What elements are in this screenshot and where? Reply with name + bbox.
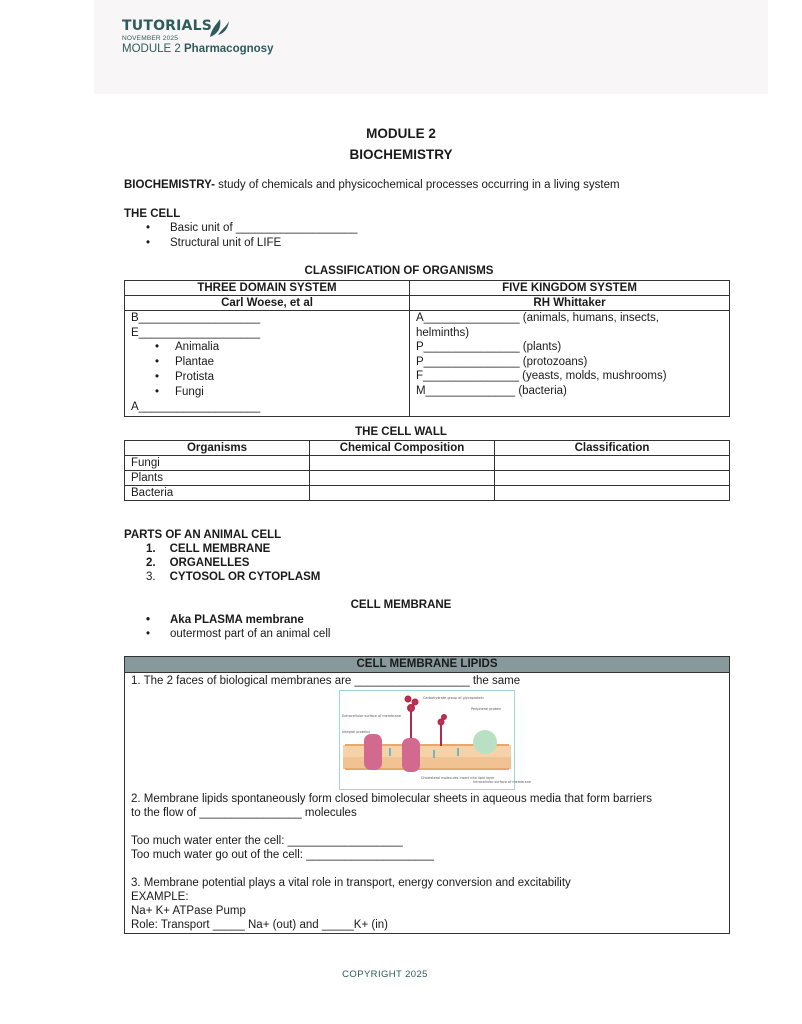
membrane-figure-wrap [131,688,723,792]
lipids-body [125,673,730,934]
logo-month: NOVEMBER 2025 [122,35,179,42]
three-domain-header: THREE DOMAIN SYSTEM [125,281,410,296]
bullet-text: Structural unit of LIFE [170,237,282,249]
three-domain-cell [125,311,410,417]
domain-e: E___________________ [131,326,261,339]
list-item [150,222,357,234]
item-number: 2. [146,557,156,569]
parts-heading: PARTS OF AN ANIMAL CELL [124,529,282,541]
module-subject: Pharmacognosy [184,43,274,55]
kingdom-line: A_______________ (animals, humans, insects, [416,312,659,324]
column-header: Organisms [125,441,310,456]
five-kingdom-header: FIVE KINGDOM SYSTEM [410,281,730,296]
organism-cell: Bacteria [125,486,310,501]
item-number: 3. [146,571,156,583]
definition-term: BIOCHEMISTRY- [124,179,215,191]
example-pump: Na+ K+ ATPase Pump [131,905,246,917]
bullet-text: Basic unit of ___________________ [170,222,358,234]
lipid-point-2-cont: to the flow of ________________ molecules [131,807,357,819]
lipid-point-2: 2. Membrane lipids spontaneously form closed bimolecular sheets in aqueous media that form barriers [131,793,652,805]
list-item: • Fungi [151,385,403,400]
page-subtitle: BIOCHEMISTRY [349,147,453,162]
figure-label-integral: Integral proteins [342,730,371,734]
list-item [150,614,304,626]
list-item: • Protista [151,370,403,385]
item-text: ORGANELLES [169,557,250,569]
domain-a: A___________________ [131,401,261,413]
column-header: Classification [495,441,730,456]
list-item [150,628,330,640]
five-kingdom-author: RH Whittaker [410,296,730,311]
composition-cell [310,486,495,501]
classification-table [124,280,730,417]
example-label: EXAMPLE: [131,891,189,903]
leaf-icon [208,17,230,39]
list-item [146,571,320,583]
table-row [125,456,730,471]
membrane-figure [339,690,531,790]
cell-wall-caption: THE CELL WALL [355,426,447,438]
example-role: Role: Transport _____ Na+ (out) and _____K+ (in) [131,919,388,931]
item-text: CYTOSOL OR CYTOPLASM [169,571,321,583]
organism-cell: Fungi [125,456,310,471]
column-header: Chemical Composition [310,441,495,456]
classification-caption: CLASSIFICATION OF ORGANISMS [304,265,494,277]
figure-label-carb: Carbohydrate group of glycoprotein [423,696,484,700]
figure-label-intra: Intracellular surface of membrane [473,780,531,784]
kingdom-line: P_______________ (plants) [416,341,562,353]
figure-label-extra: Extracellular surface of membrane [342,714,401,718]
hypotonic-line: Too much water enter the cell: __________________ [131,835,403,847]
the-cell-heading: THE CELL [124,208,181,220]
domain-b: B___________________ [131,312,261,324]
logo-word: TUTORIALS [122,18,212,34]
logo-module [122,43,273,55]
list-item: • Plantae [151,355,403,370]
kingdom-line: P_______________ (protozoans) [416,355,588,368]
cell-wall-table [124,440,730,501]
classification-cell [495,456,730,471]
bullet-text: Aka PLASMA membrane [170,614,304,626]
lipids-header: CELL MEMBRANE LIPIDS [125,657,730,673]
classification-cell [495,471,730,486]
item-text: CELL MEMBRANE [169,543,271,555]
page-title: MODULE 2 [366,126,436,141]
classification-cell [495,486,730,501]
figure-label-peripheral: Peripheral protein [471,707,502,711]
composition-cell [310,456,495,471]
kingdom-line: M______________ (bacteria) [416,384,567,397]
lipid-point-1: 1. The 2 faces of biological membranes are __________________ the same [131,675,521,687]
item-number: 1. [146,543,156,555]
definition-text: study of chemicals and physicochemical processes occurring in a living system [214,179,620,191]
kingdom-line: F_______________ (yeasts, molds, mushrooms) [416,370,667,382]
list-item: • Animalia [151,340,403,355]
list-item [146,557,249,569]
definition [124,179,620,191]
lipid-point-3: 3. Membrane potential plays a vital role in transport, energy conversion and excitability [131,877,571,889]
copyright-footer: COPYRIGHT 2025 [342,969,428,980]
figure-label-chol: Cholesterol molecules insert into lipid layer [421,776,495,780]
kingdom-list [131,340,403,400]
three-domain-author: Carl Woese, et al [125,296,410,311]
kingdom-line: helminths) [416,326,470,339]
table-row [125,486,730,501]
list-item [146,543,270,555]
bullet-text: outermost part of an animal cell [170,628,331,640]
list-item [150,237,281,249]
organism-cell: Plants [125,471,310,486]
five-kingdom-cell [410,311,730,417]
module-prefix: MODULE 2 [122,43,184,55]
cell-membrane-heading: CELL MEMBRANE [350,599,452,611]
logo [122,18,273,55]
composition-cell [310,471,495,486]
lipids-table [124,656,730,934]
hypertonic-line: Too much water go out of the cell: ____________________ [131,849,435,861]
table-row [125,471,730,486]
